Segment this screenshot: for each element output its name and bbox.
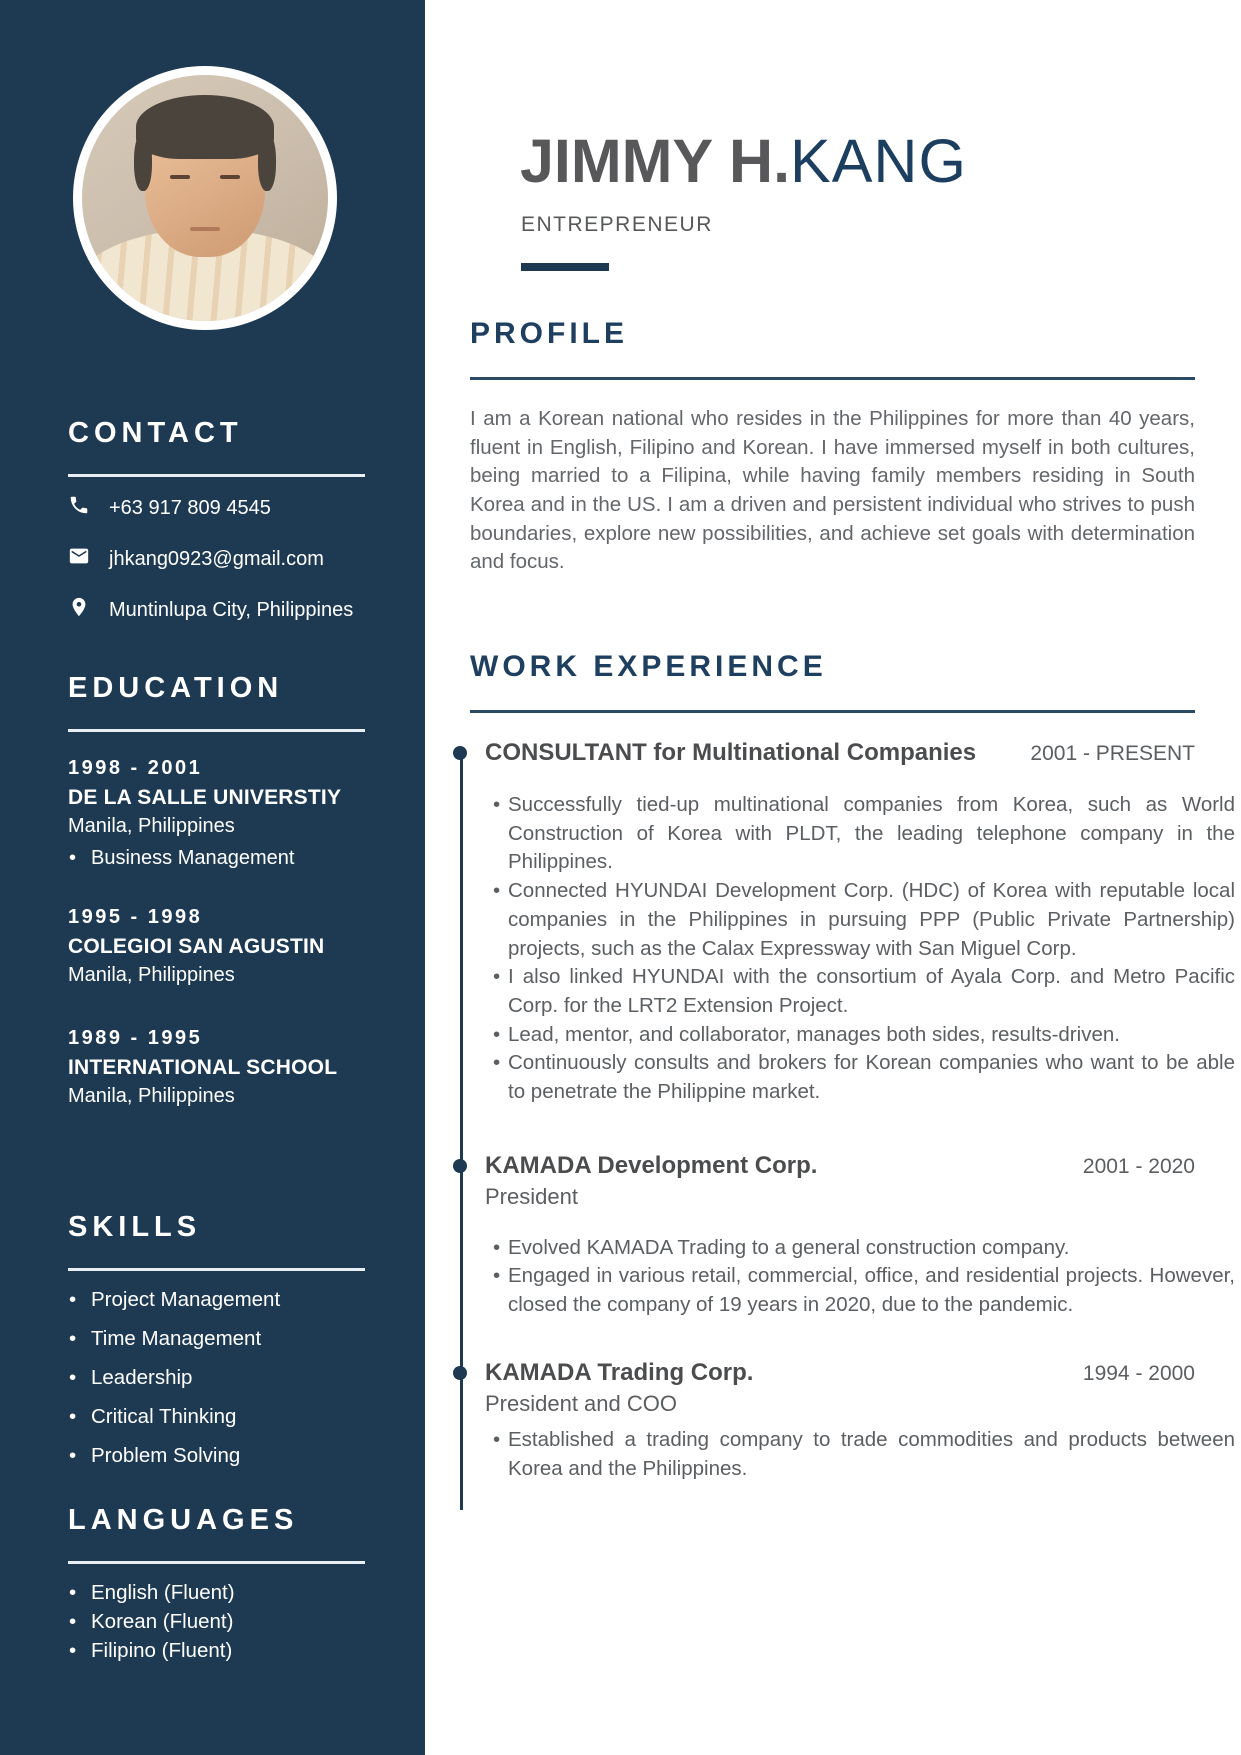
timeline-line [460,754,463,1510]
contact-row-phone [68,497,367,519]
job-period: 2001 - PRESENT [1030,742,1195,765]
sidebar [0,0,425,1755]
skills-list [68,1289,367,1467]
work-timeline [470,738,1235,1510]
skills-rule [68,1268,365,1271]
language-item: • Filipino (Fluent) [68,1640,367,1662]
job-title: KAMADA Trading Corp. [485,1358,754,1386]
work-experience-heading: WORK EXPERIENCE [470,650,827,684]
education-entry [68,1024,367,1111]
profile-text: I am a Korean national who resides in the Philippines for more than 40 years, fluent in English, Filipino and Korean. I have immersed myself in both cultures, being married to a Filipina, while having family members residing in South Korea and in the US. I am a driven and persistent individual who strives to push boundaries, explore new possibilities, and achieve set goals with determination and focus. [470,406,1195,574]
education-rule [68,729,365,732]
education-school: COLEGIOI SAN AGUSTIN [68,935,325,959]
job-bullet: • Connected HYUNDAI Development Corp. (HDC) of Korea with reputable local companies in the Philippines in pursuing PPP (Public Private Partnership) projects, such as the Calax Expressway with San Miguel Corp. [470,877,1235,963]
location-pin-icon [68,596,90,624]
email-icon [68,545,90,573]
education-entry [68,754,367,869]
email-address: jhkang0923@gmail.com [109,547,324,570]
job-bullet: • Established a trading company to trade commodities and products between Korea and the Philippines. [470,1426,1235,1483]
job-bullet: • Engaged in various retail, commercial, office, and residential projects. However, closed the company of 19 years in 2020, due to the pandemic. [470,1262,1235,1319]
contact-heading: CONTACT [68,417,243,449]
avatar-hair-right [258,133,276,191]
timeline-dot [453,1366,467,1380]
accent-bar [521,263,609,271]
timeline-dot [453,1159,467,1173]
timeline-dot [453,746,467,760]
profile-photo [73,66,337,330]
job-role: President [485,1183,578,1209]
job-header [470,1151,1195,1182]
main-column [470,0,1235,1510]
candidate-last-name: KANG [790,127,967,195]
education-note: • Business Management [68,847,367,869]
work-experience-rule [470,710,1195,713]
education-heading: EDUCATION [68,672,284,705]
contact-rule [68,474,365,477]
education-years: 1989 - 1995 [68,1027,203,1050]
job-bullet-list [470,1426,1235,1483]
job-bullet: • Evolved KAMADA Trading to a general construction company. [470,1234,1235,1263]
avatar-eye-left [170,175,190,179]
education-location: Manila, Philippines [68,815,235,838]
education-location: Manila, Philippines [68,1085,235,1108]
job-bullet: • I also linked HYUNDAI with the consortium of Ayala Corp. and Metro Pacific Corp. for the LRT2 Extension Project. [470,963,1235,1020]
job-title: CONSULTANT for Multinational Companies [485,739,977,766]
job-header [470,1358,1195,1389]
avatar-eye-right [220,175,240,179]
skill-item: • Problem Solving [68,1445,367,1467]
job-entry [470,1151,1235,1320]
skill-item: • Leadership [68,1367,367,1389]
location-text: Muntinlupa City, Philippines [109,598,354,621]
contact-list [68,497,367,621]
job-bullet-list [470,1234,1235,1320]
avatar-mouth [190,227,220,231]
job-title: KAMADA Development Corp. [485,1151,818,1179]
education-school: INTERNATIONAL SCHOOL [68,1056,338,1080]
profile-rule [470,377,1195,380]
job-period: 2001 - 2020 [1082,1154,1195,1178]
language-item: • English (Fluent) [68,1582,367,1604]
candidate-first-name: JIMMY H. [520,127,791,195]
avatar-hair-left [134,133,152,191]
skill-item: • Project Management [68,1289,367,1311]
avatar-hair [136,95,274,159]
candidate-role: ENTREPRENEUR [521,213,713,236]
job-bullet: • Successfully tied-up multinational companies from Korea, such as World Construction of Korea with PLDT, the leading telephone company in the Philippines. [470,791,1235,877]
education-entry [68,903,367,990]
contact-row-email [68,548,367,570]
education-school: DE LA SALLE UNIVERSTIY [68,786,342,810]
skill-item: • Critical Thinking [68,1406,367,1428]
job-bullet: • Lead, mentor, and collaborator, manages both sides, results-driven. [470,1021,1235,1050]
job-header [470,738,1195,769]
language-item: • Korean (Fluent) [68,1611,367,1633]
phone-icon [68,494,90,522]
languages-rule [68,1561,365,1564]
skill-item: • Time Management [68,1328,367,1350]
job-role: President and COO [485,1390,677,1416]
candidate-name [520,127,1195,195]
skills-heading: SKILLS [68,1211,202,1244]
languages-list [68,1582,367,1662]
education-location: Manila, Philippines [68,964,235,987]
contact-row-location [68,599,367,621]
profile-heading: PROFILE [470,317,629,350]
job-bullet: • Continuously consults and brokers for Korean companies who want to be able to penetrate the Philippine market. [470,1049,1235,1106]
languages-heading: LANGUAGES [68,1504,299,1537]
job-period: 1994 - 2000 [1082,1361,1195,1385]
job-entry [470,1358,1235,1483]
phone-number: +63 917 809 4545 [109,496,271,519]
education-years: 1995 - 1998 [68,906,203,929]
job-bullet-list [470,791,1235,1107]
job-entry [470,738,1235,1107]
education-years: 1998 - 2001 [68,757,203,780]
